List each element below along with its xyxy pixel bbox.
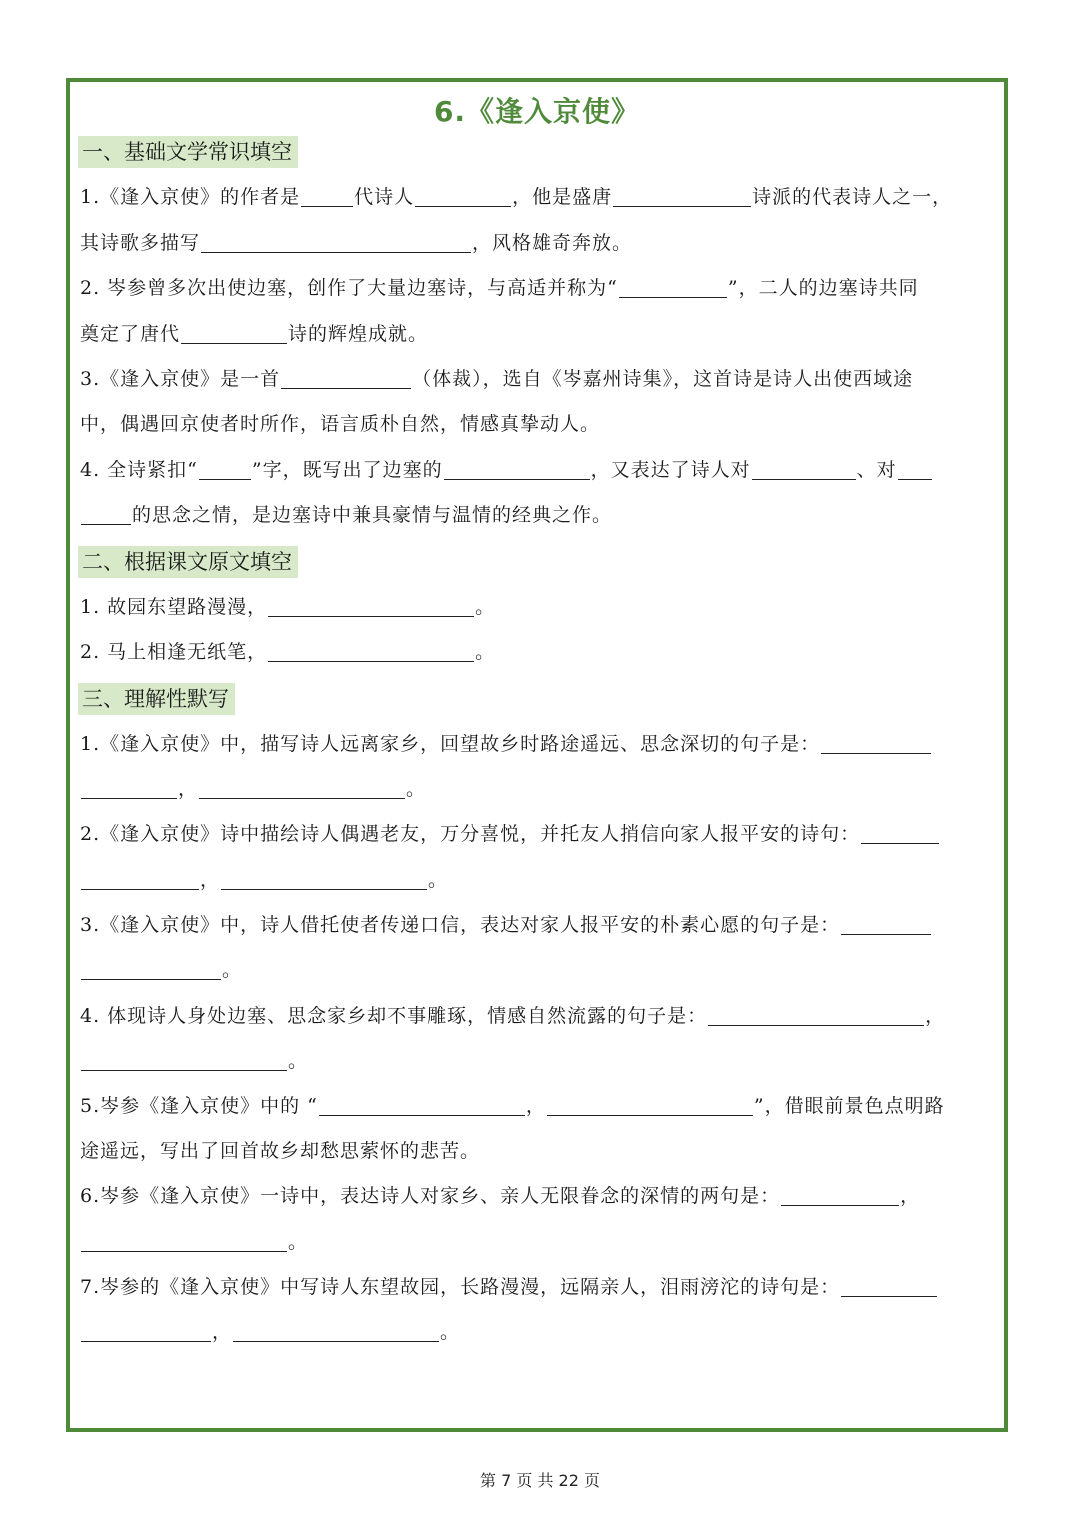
blank[interactable] xyxy=(81,1229,287,1252)
worksheet-frame xyxy=(66,78,1008,1432)
understanding-7-line-2: ， 。 xyxy=(80,1317,996,1347)
blank[interactable] xyxy=(81,1048,287,1071)
question-3-line-1: 3.《逢入京使》是一首 （体裁），选自《岑嘉州诗集》，这首诗是诗人出使西域途 xyxy=(80,368,914,390)
page-title: 6.《逢入京使》 xyxy=(433,95,641,128)
blank[interactable] xyxy=(547,1093,753,1116)
blank[interactable] xyxy=(861,821,939,844)
understanding-7-line-1: 7.岑参的《逢入京使》中写诗人东望故园，长路漫漫，远隔亲人，泪雨滂沱的诗句是： xyxy=(80,1272,996,1302)
blank[interactable] xyxy=(708,1003,924,1026)
understanding-5-line-2: 途遥远，写出了回首故乡却愁思萦怀的悲苦。 xyxy=(80,1140,481,1162)
question-3-line-2: 中，偶遇回京使者时所作，语言质朴自然，情感真挚动人。 xyxy=(80,413,601,435)
understanding-1-line-2: ， 。 xyxy=(80,774,996,804)
blank[interactable] xyxy=(81,957,221,980)
understanding-4-line-2: 。 xyxy=(80,1046,996,1076)
blank[interactable] xyxy=(81,867,199,890)
blank[interactable] xyxy=(268,594,474,617)
section-heading-1: 一、基础文学常识填空 xyxy=(78,136,298,168)
section-heading-3: 三、理解性默写 xyxy=(78,683,235,715)
page-number-footer: 第 7 页 共 22 页 xyxy=(480,1471,600,1490)
blank[interactable] xyxy=(201,230,471,253)
understanding-2-line-1: 2.《逢入京使》诗中描绘诗人偶遇老友，万分喜悦，并托友人捎信向家人报平安的诗句： xyxy=(80,819,996,849)
question-2-line-2: 奠定了唐代 诗的辉煌成就。 xyxy=(80,323,429,345)
blank[interactable] xyxy=(199,776,405,799)
understanding-3-line-1: 3.《逢入京使》中，诗人借托使者传递口信，表达对家人报平安的朴素心愿的句子是： xyxy=(80,910,996,940)
understanding-6-line-2: 。 xyxy=(80,1227,996,1257)
blank[interactable] xyxy=(281,366,411,389)
question-2-line-1: 2. 岑参曾多次出使边塞，创作了大量边塞诗，与高适并称为“ ”，二人的边塞诗共同 xyxy=(80,277,919,299)
question-1-line-2: 其诗歌多描写 ，风格雄奇奔放。 xyxy=(80,232,633,254)
blank[interactable] xyxy=(181,321,287,344)
understanding-2-line-2: ， 。 xyxy=(80,865,996,895)
understanding-5-line-1: 5.岑参《逢入京使》中的 “ ， ”，借眼前景色点明路 xyxy=(80,1095,945,1117)
understanding-3-line-2: 。 xyxy=(80,955,996,985)
blank[interactable] xyxy=(841,912,931,935)
passage-fill-2: 2. 马上相逢无纸笔， 。 xyxy=(80,641,496,663)
section-heading-2: 二、根据课文原文填空 xyxy=(78,546,298,578)
understanding-1-line-1: 1.《逢入京使》中，描写诗人远离家乡，回望故乡时路途遥远、思念深切的句子是： xyxy=(80,729,996,759)
blank[interactable] xyxy=(221,867,427,890)
blank[interactable] xyxy=(268,639,474,662)
blank[interactable] xyxy=(841,1274,937,1297)
understanding-4-line-1: 4. 体现诗人身处边塞、思念家乡却不事雕琢，情感自然流露的句子是： ， xyxy=(80,1005,946,1027)
blank[interactable] xyxy=(752,457,856,480)
blank[interactable] xyxy=(619,275,727,298)
blank[interactable] xyxy=(898,457,932,480)
blank[interactable] xyxy=(319,1093,525,1116)
blank[interactable] xyxy=(613,184,751,207)
blank[interactable] xyxy=(444,457,590,480)
understanding-6-line-1: 6.岑参《逢入京使》一诗中，表达诗人对家乡、亲人无限眷念的深情的两句是： ， xyxy=(80,1185,921,1207)
blank[interactable] xyxy=(301,184,353,207)
question-4-line-1: 4. 全诗紧扣“ ”字，既写出了边塞的 ，又表达了诗人对 、对 xyxy=(80,455,996,485)
passage-fill-1: 1. 故园东望路漫漫， 。 xyxy=(80,596,496,618)
question-1-line-1: 1.《逢入京使》的作者是 代诗人 ，他是盛唐 诗派的代表诗人之一， xyxy=(80,186,953,208)
blank[interactable] xyxy=(415,184,511,207)
blank[interactable] xyxy=(781,1183,899,1206)
blank[interactable] xyxy=(199,457,251,480)
blank[interactable] xyxy=(81,776,177,799)
blank[interactable] xyxy=(81,1319,211,1342)
question-4-line-2: 的思念之情，是边塞诗中兼具豪情与温情的经典之作。 xyxy=(80,500,996,530)
blank[interactable] xyxy=(233,1319,439,1342)
blank[interactable] xyxy=(81,502,131,525)
blank[interactable] xyxy=(821,731,931,754)
